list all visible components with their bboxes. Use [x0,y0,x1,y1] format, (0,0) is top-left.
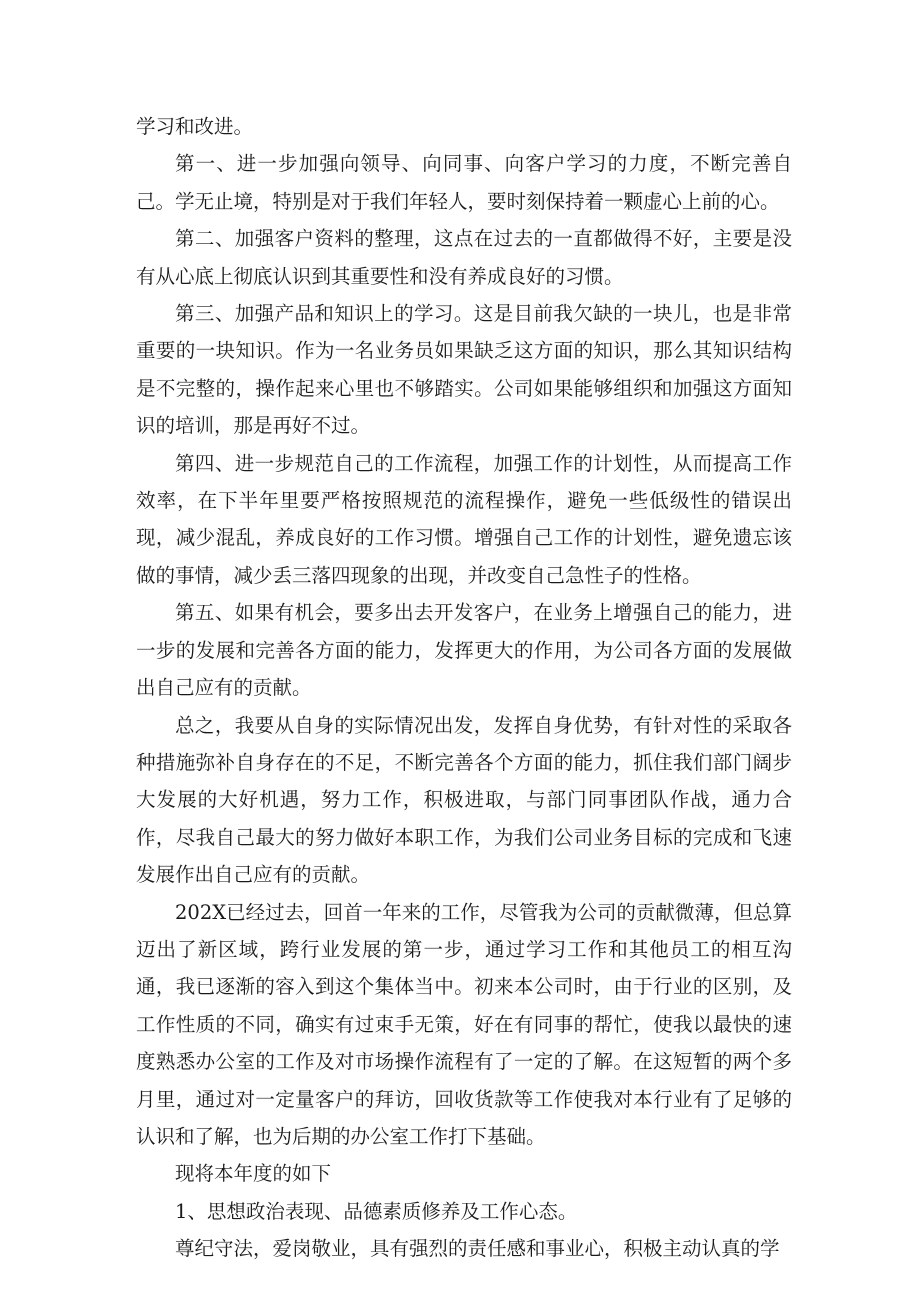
paragraph-point-three: 第三、加强产品和知识上的学习。这是目前我欠缺的一块儿，也是非常重要的一块知识。作为一名业务员如果缺乏这方面的知识，那么其知识结构是不完整的，操作起来心里也不够踏实。公司如果能够组织和加强这方面知识的培训，那是再好不过。 [136,302,792,438]
paragraph-point-five: 第五、如果有机会，要多出去开发客户，在业务上增强自己的能力，进一步的发展和完善各方面的能力，发挥更大的作用，为公司各方面的发展做出自己应有的贡献。 [136,601,792,700]
paragraph-year-review: 202X已经过去，回首一年来的工作，尽管我为公司的贡献微薄，但总算迈出了新区域，跨行业发展的第一步，通过学习工作和其他员工的相互沟通，我已逐渐的容入到这个集体当中。初来本公司时，由于行业的区别，及工作性质的不同，确实有过束手无策，好在有同事的帮忙，使我以最快的速度熟悉办公室的工作及对市场操作流程有了一定的了解。在这短暂的两个多月里，通过对一定量客户的拜访，回收货款等工作使我对本行业有了足够的认识和了解，也为后期的办公室工作打下基础。 [136,900,792,1148]
paragraph-continuation: 学习和改进。 [136,115,254,138]
document-body [136,108,792,1268]
paragraph-section-1-body: 尊纪守法，爱岗敬业，具有强烈的责任感和事业心，积极主动认真的学 [175,1237,780,1261]
section-heading-1: 1、思想政治表现、品德素质修养及工作心态。 [175,1199,578,1223]
paragraph-summary: 总之，我要从自身的实际情况出发，发挥自身优势，有针对性的采取各种措施弥补自身存在的不足，不断完善各个方面的能力，抓住我们部门阔步大发展的大好机遇，努力工作，积极进取，与部门同事团队作战，通力合作，尽我自己最大的努力做好本职工作，为我们公司业务目标的完成和飞速发展作出自己应有的贡献。 [136,713,792,887]
paragraph-point-four: 第四、进一步规范自己的工作流程，加强工作的计划性，从而提高工作效率，在下半年里要严格按照规范的流程操作，避免一些低级性的错误出现，减少混乱，养成良好的工作习惯。增强自己工作的计划性，避免遗忘该做的事情，减少丢三落四现象的出现，并改变自己急性子的性格。 [136,451,792,587]
paragraph-point-one: 第一、进一步加强向领导、向同事、向客户学习的力度，不断完善自己。学无止境，特别是对于我们年轻人，要时刻保持着一颗虚心上前的心。 [136,152,792,213]
paragraph-intro: 现将本年度的如下 [175,1162,332,1186]
paragraph-point-two: 第二、加强客户资料的整理，这点在过去的一直都做得不好，主要是没有从心底上彻底认识到其重要性和没有养成良好的习惯。 [136,227,792,288]
